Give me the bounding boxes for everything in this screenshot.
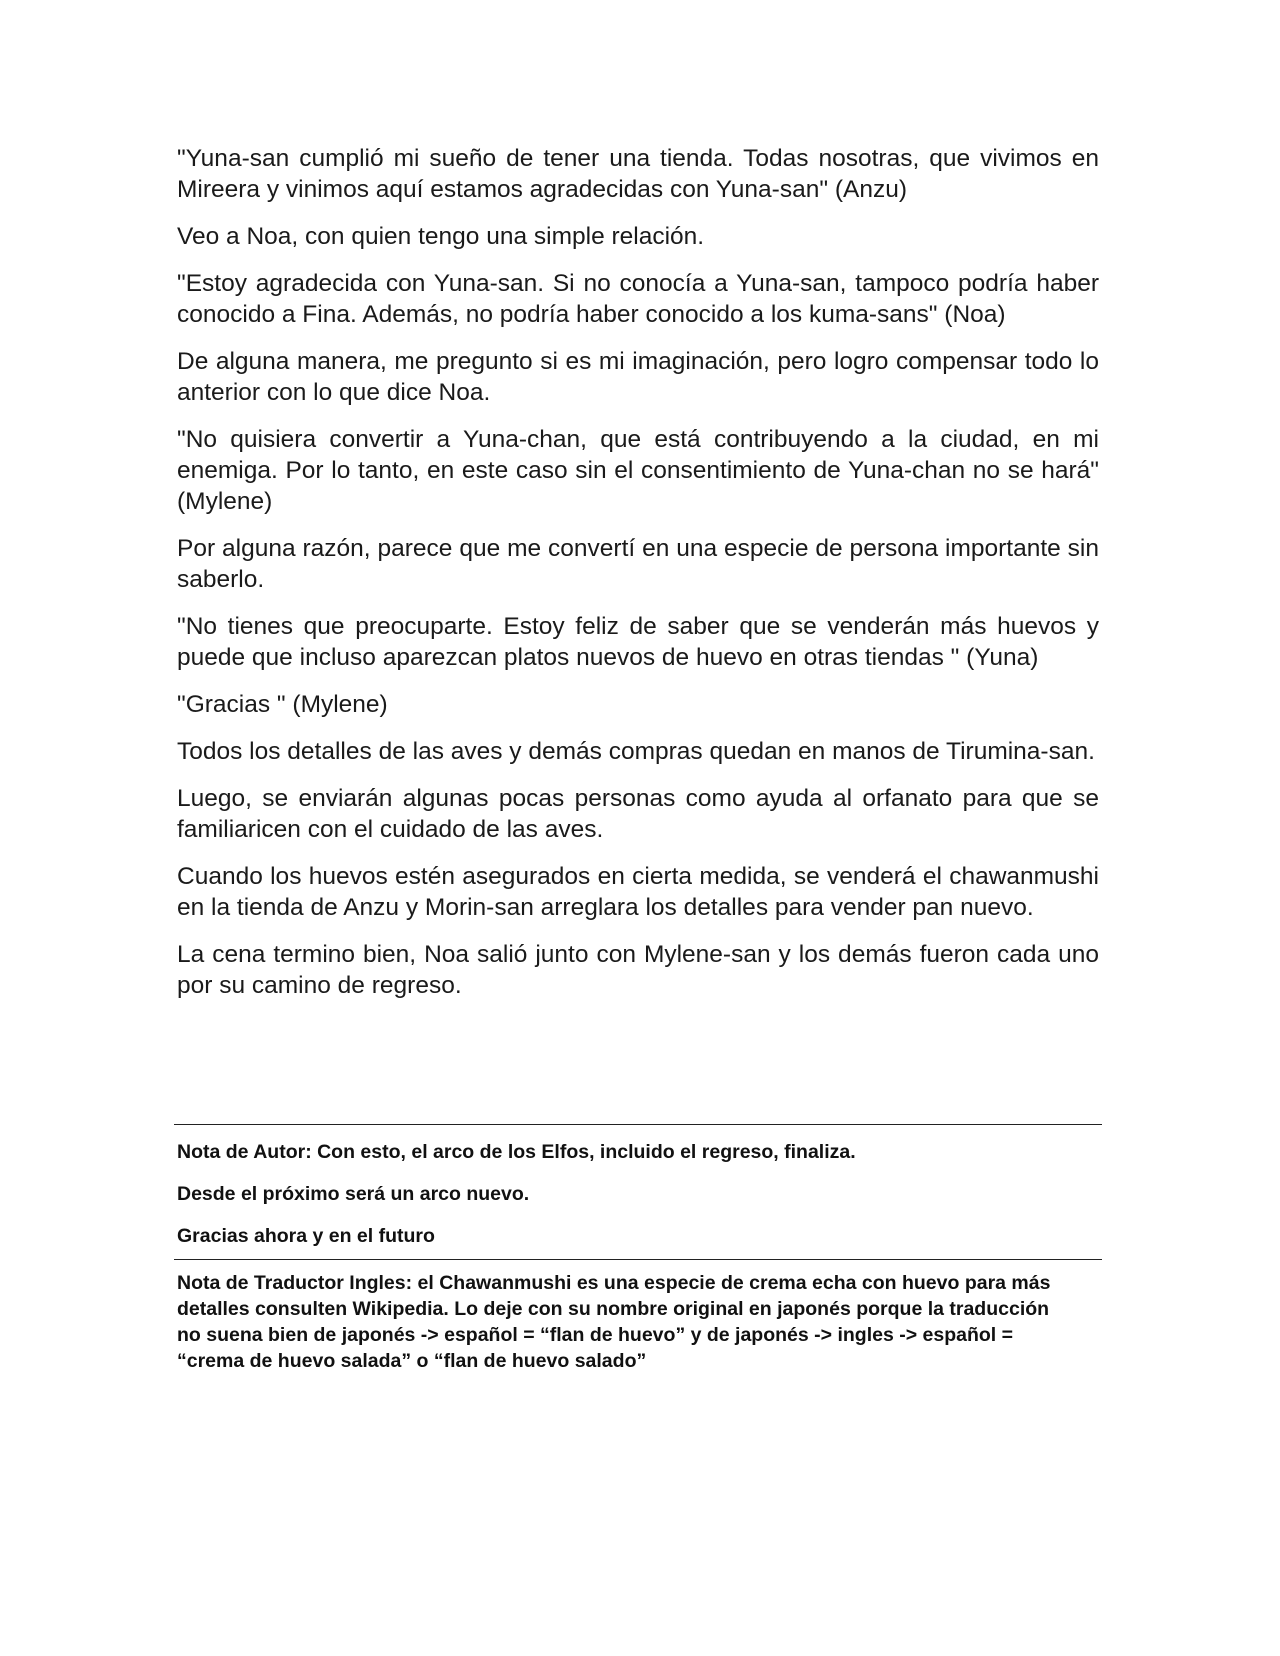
paragraph: Veo a Noa, con quien tengo una simple relación. — [177, 223, 705, 250]
paragraph: Cuando los huevos estén asegurados en cierta medida, se venderá el chawanmushi en la tienda de Anzu y Morin-san arreglara los detalles para vender pan nuevo. — [177, 863, 1099, 921]
paragraph: Por alguna razón, parece que me convertí en una especie de persona importante sin saberlo. — [177, 535, 1099, 593]
paragraph: "No tienes que preocuparte. Estoy feliz de saber que se venderán más huevos y puede que incluso aparezcan platos nuevos de huevo en otras tiendas " (Yuna) — [177, 613, 1099, 671]
translator-note-text: Nota de Traductor Ingles: el Chawanmushi es una especie de crema echa con huevo para más detalles consulten Wikipedia. Lo deje con su nombre original en japonés porque la traducción no suena bien de japonés -> español = “flan de huevo” y de japonés -> ingles -> español = “crema de huevo salada” o “flan de huevo salado” — [177, 1272, 1051, 1372]
author-note — [174, 1125, 1102, 1259]
document-body — [177, 143, 1099, 1017]
author-note-line: Nota de Autor: Con esto, el arco de los Elfos, incluido el regreso, finaliza. — [177, 1141, 856, 1163]
paragraph: "Estoy agradecida con Yuna-san. Si no conocía a Yuna-san, tampoco podría haber conocido a Fina. Además, no podría haber conocido a los kuma-sans" (Noa) — [177, 270, 1099, 328]
paragraph: "Yuna-san cumplió mi sueño de tener una tienda. Todas nosotras, que vivimos en Mireera y vinimos aquí estamos agradecidas con Yuna-san" (Anzu) — [177, 145, 1099, 203]
notes-section — [174, 1124, 1102, 1374]
paragraph: De alguna manera, me pregunto si es mi imaginación, pero logro compensar todo lo anterior con lo que dice Noa. — [177, 348, 1099, 406]
paragraph: "Gracias " (Mylene) — [177, 691, 388, 718]
paragraph: La cena termino bien, Noa salió junto con Mylene-san y los demás fueron cada uno por su camino de regreso. — [177, 941, 1099, 999]
paragraph: Todos los detalles de las aves y demás compras quedan en manos de Tirumina-san. — [177, 738, 1095, 765]
translator-note — [174, 1260, 1102, 1374]
paragraph: "No quisiera convertir a Yuna-chan, que está contribuyendo a la ciudad, en mi enemiga. Por lo tanto, en este caso sin el consentimiento de Yuna-chan no se hará" (Mylene) — [177, 426, 1099, 515]
author-note-line: Desde el próximo será un arco nuevo. — [177, 1183, 530, 1205]
author-note-line: Gracias ahora y en el futuro — [177, 1225, 435, 1247]
paragraph: Luego, se enviarán algunas pocas personas como ayuda al orfanato para que se familiaricen con el cuidado de las aves. — [177, 785, 1099, 843]
